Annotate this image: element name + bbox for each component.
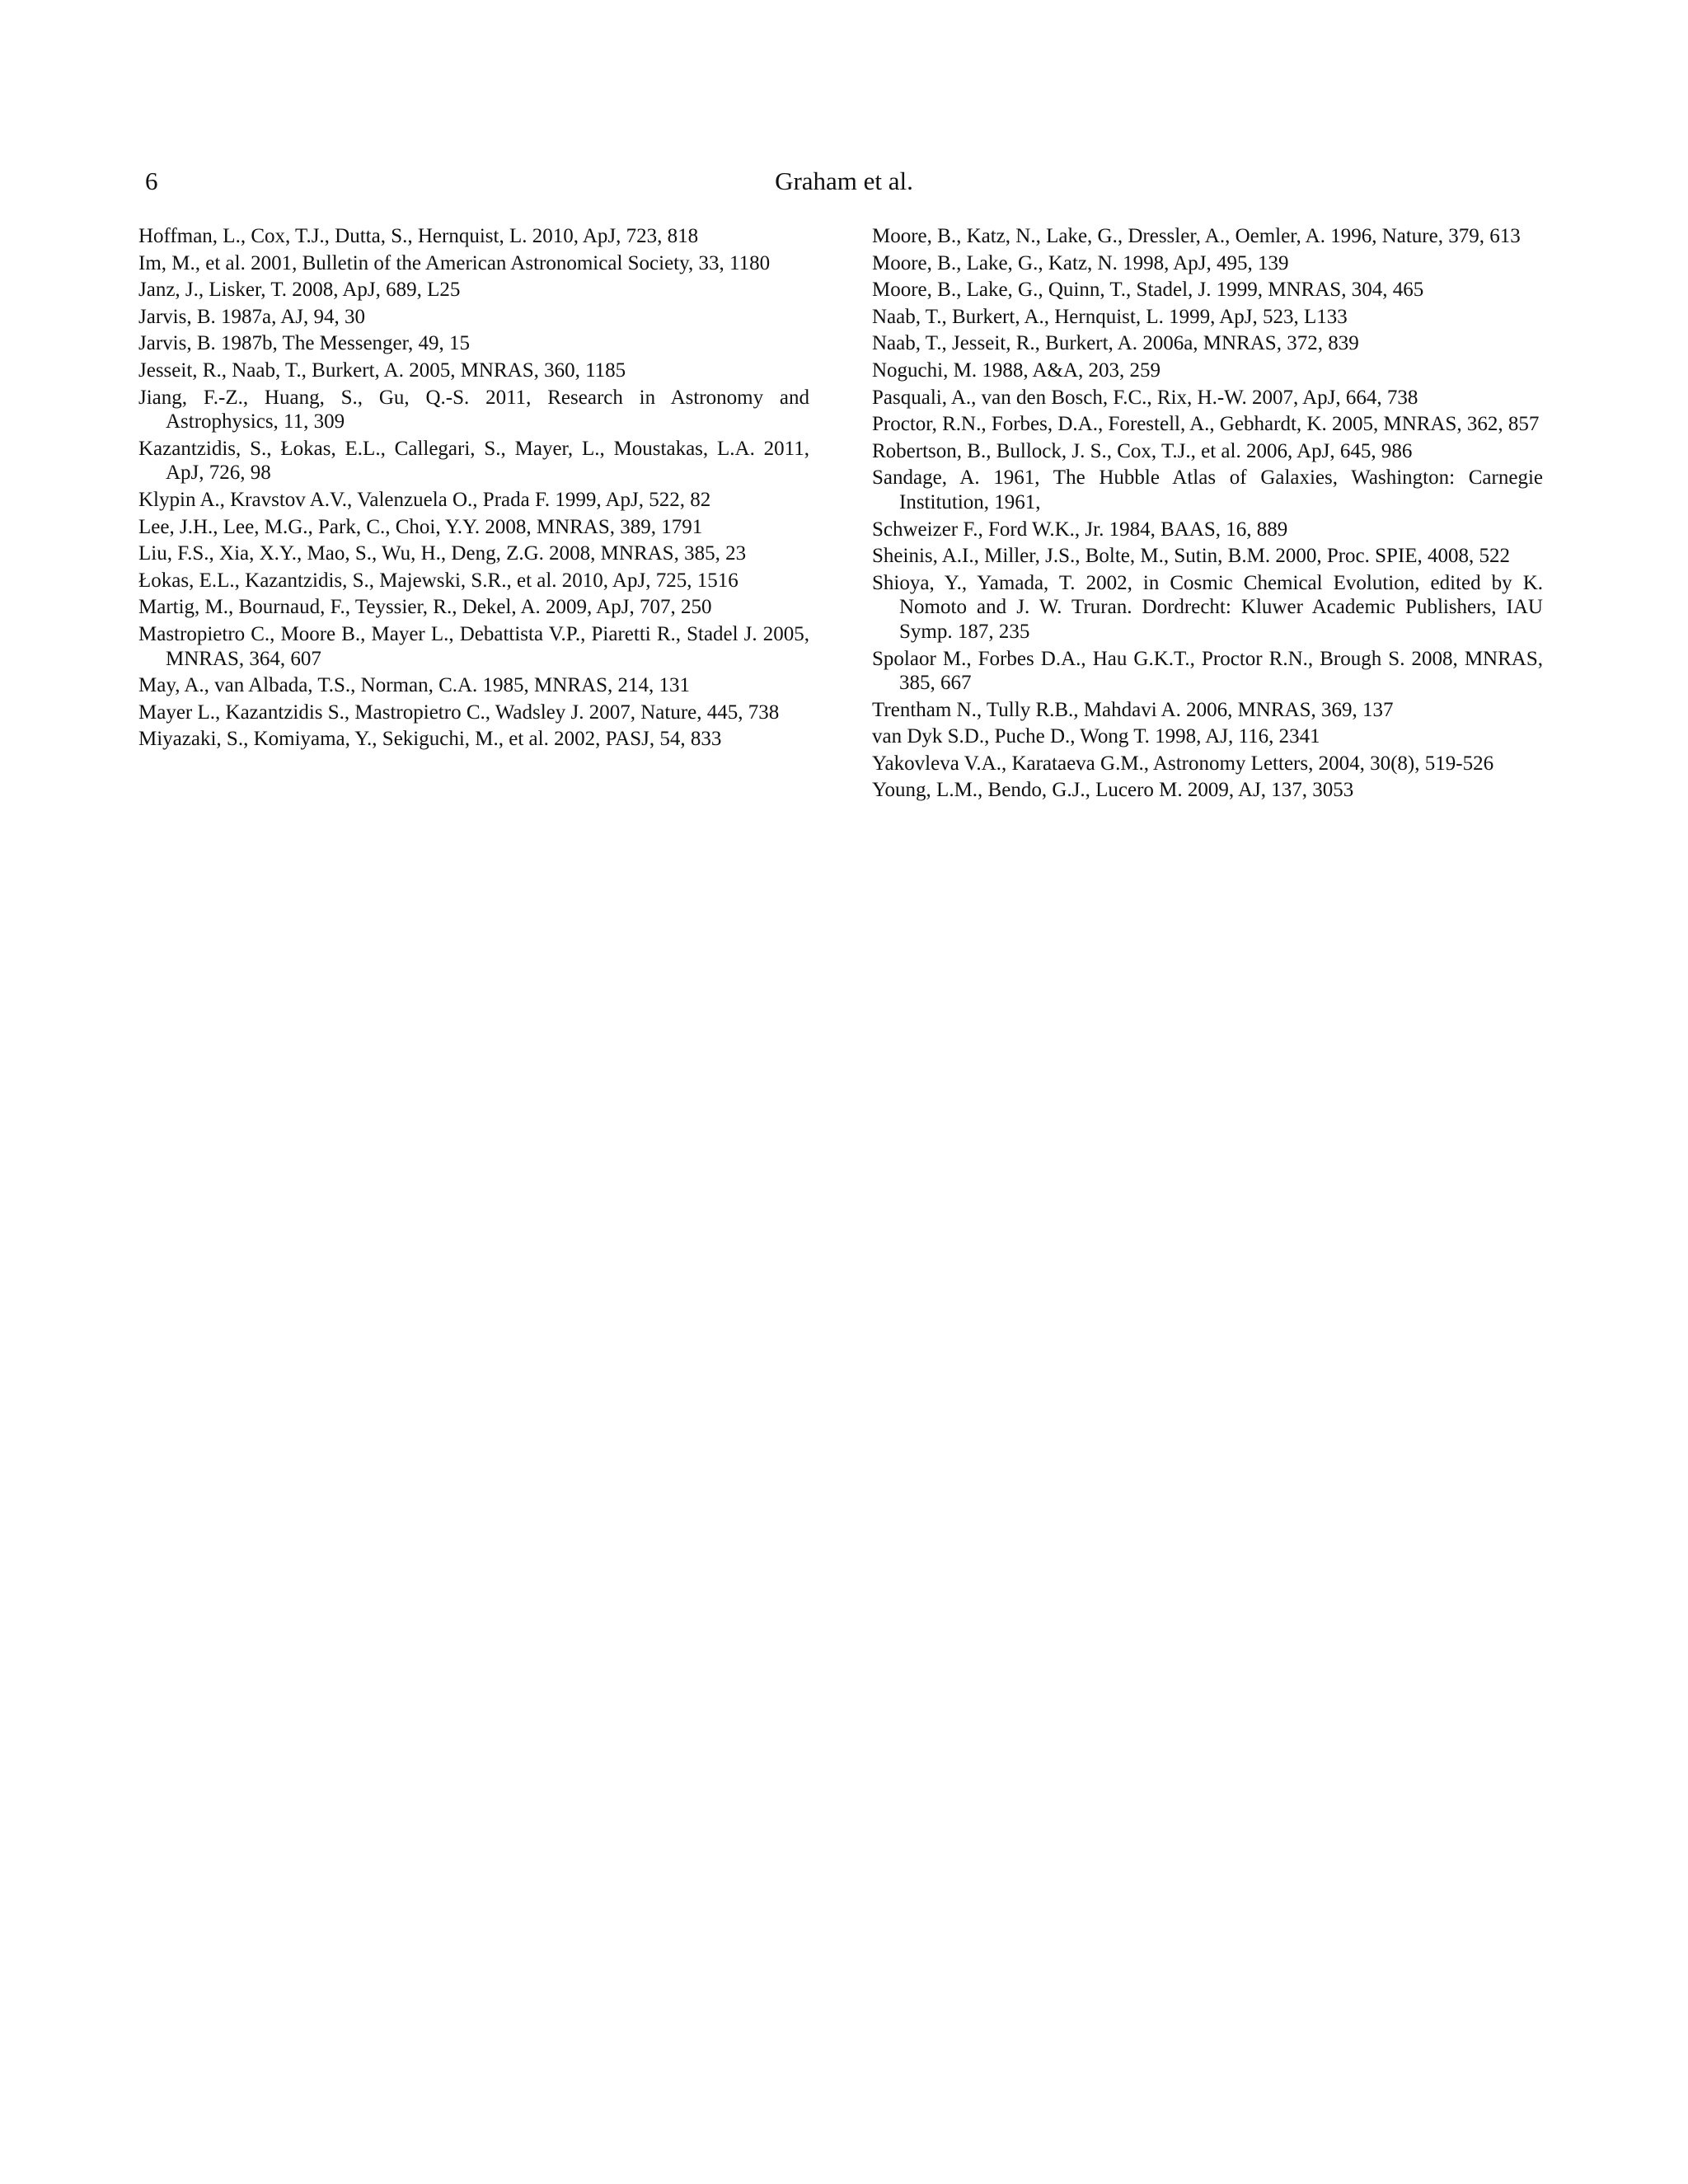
reference-entry: Liu, F.S., Xia, X.Y., Mao, S., Wu, H., Deng, Z.G. 2008, MNRAS, 385, 23 — [138, 542, 747, 565]
reference-entry: Naab, T., Jesseit, R., Burkert, A. 2006a, MNRAS, 372, 839 — [872, 332, 1359, 355]
reference-entry: Jesseit, R., Naab, T., Burkert, A. 2005, MNRAS, 360, 1185 — [138, 359, 626, 382]
reference-entry: Robertson, B., Bullock, J. S., Cox, T.J., et al. 2006, ApJ, 645, 986 — [872, 439, 1413, 462]
page-header — [145, 162, 1543, 201]
reference-entry: Naab, T., Burkert, A., Hernquist, L. 1999, ApJ, 523, L133 — [872, 305, 1348, 328]
reference-entry: May, A., van Albada, T.S., Norman, C.A. 1985, MNRAS, 214, 131 — [138, 674, 690, 697]
reference-entry: Proctor, R.N., Forbes, D.A., Forestell, A., Gebhardt, K. 2005, MNRAS, 362, 857 — [872, 413, 1540, 436]
reference-entry: Janz, J., Lisker, T. 2008, ApJ, 689, L25 — [138, 279, 461, 302]
reference-entry: Mastropietro C., Moore B., Mayer L., Debattista V.P., Piaretti R., Stadel J. 2005, MNRAS, 364, 607 — [138, 622, 809, 670]
reference-entry: Jarvis, B. 1987a, AJ, 94, 30 — [138, 305, 365, 328]
reference-entry: van Dyk S.D., Puche D., Wong T. 1998, AJ, 116, 2341 — [872, 725, 1320, 748]
reference-entry: Noguchi, M. 1988, A&A, 203, 259 — [872, 359, 1160, 382]
reference-entry: Im, M., et al. 2001, Bulletin of the American Astronomical Society, 33, 1180 — [138, 251, 771, 274]
references-right-column — [872, 224, 1543, 805]
reference-entry: Schweizer F., Ford W.K., Jr. 1984, BAAS, 16, 889 — [872, 518, 1288, 541]
reference-entry: Sheinis, A.I., Miller, J.S., Bolte, M., Sutin, B.M. 2000, Proc. SPIE, 4008, 522 — [872, 545, 1511, 568]
reference-entry: Jiang, F.-Z., Huang, S., Gu, Q.-S. 2011, Research in Astronomy and Astrophysics, 11, 309 — [138, 386, 809, 434]
reference-entry: Pasquali, A., van den Bosch, F.C., Rix, H.-W. 2007, ApJ, 664, 738 — [872, 386, 1418, 409]
running-head: Graham et al. — [775, 166, 913, 195]
reference-entry: Lee, J.H., Lee, M.G., Park, C., Choi, Y.Y. 2008, MNRAS, 389, 1791 — [138, 515, 703, 538]
page-number: 6 — [145, 166, 158, 195]
reference-entry: Kazantzidis, S., Łokas, E.L., Callegari, S., Mayer, L., Moustakas, L.A. 2011, ApJ, 726, 98 — [138, 437, 809, 485]
reference-entry: Martig, M., Bournaud, F., Teyssier, R., Dekel, A. 2009, ApJ, 707, 250 — [138, 596, 712, 619]
reference-entry: Moore, B., Lake, G., Katz, N. 1998, ApJ, 495, 139 — [872, 251, 1289, 274]
reference-entry: Łokas, E.L., Kazantzidis, S., Majewski, S.R., et al. 2010, ApJ, 725, 1516 — [138, 569, 738, 592]
reference-entry: Moore, B., Katz, N., Lake, G., Dressler, A., Oemler, A. 1996, Nature, 379, 613 — [872, 225, 1521, 247]
reference-entry: Mayer L., Kazantzidis S., Mastropietro C., Wadsley J. 2007, Nature, 445, 738 — [138, 701, 780, 724]
reference-entry: Miyazaki, S., Komiyama, Y., Sekiguchi, M., et al. 2002, PASJ, 54, 833 — [138, 728, 722, 751]
reference-entry: Jarvis, B. 1987b, The Messenger, 49, 15 — [138, 332, 470, 355]
reference-entry: Yakovleva V.A., Karataeva G.M., Astronomy Letters, 2004, 30(8), 519-526 — [872, 752, 1494, 775]
references-left-column — [138, 224, 809, 754]
reference-entry: Sandage, A. 1961, The Hubble Atlas of Galaxies, Washington: Carnegie Institution, 1961, — [872, 466, 1543, 513]
reference-entry: Young, L.M., Bendo, G.J., Lucero M. 2009, AJ, 137, 3053 — [872, 779, 1354, 802]
reference-entry: Shioya, Y., Yamada, T. 2002, in Cosmic Chemical Evolution, edited by K. Nomoto and J. W. Truran. Dordrecht: Kluwer Academic Publishers, IAU Symp. 187, 235 — [872, 571, 1543, 643]
reference-entry: Spolaor M., Forbes D.A., Hau G.K.T., Proctor R.N., Brough S. 2008, MNRAS, 385, 667 — [872, 647, 1543, 695]
reference-entry: Hoffman, L., Cox, T.J., Dutta, S., Hernquist, L. 2010, ApJ, 723, 818 — [138, 225, 699, 247]
reference-entry: Moore, B., Lake, G., Quinn, T., Stadel, J. 1999, MNRAS, 304, 465 — [872, 279, 1424, 302]
reference-entry: Trentham N., Tully R.B., Mahdavi A. 2006, MNRAS, 369, 137 — [872, 698, 1394, 721]
reference-entry: Klypin A., Kravstov A.V., Valenzuela O., Prada F. 1999, ApJ, 522, 82 — [138, 488, 711, 511]
